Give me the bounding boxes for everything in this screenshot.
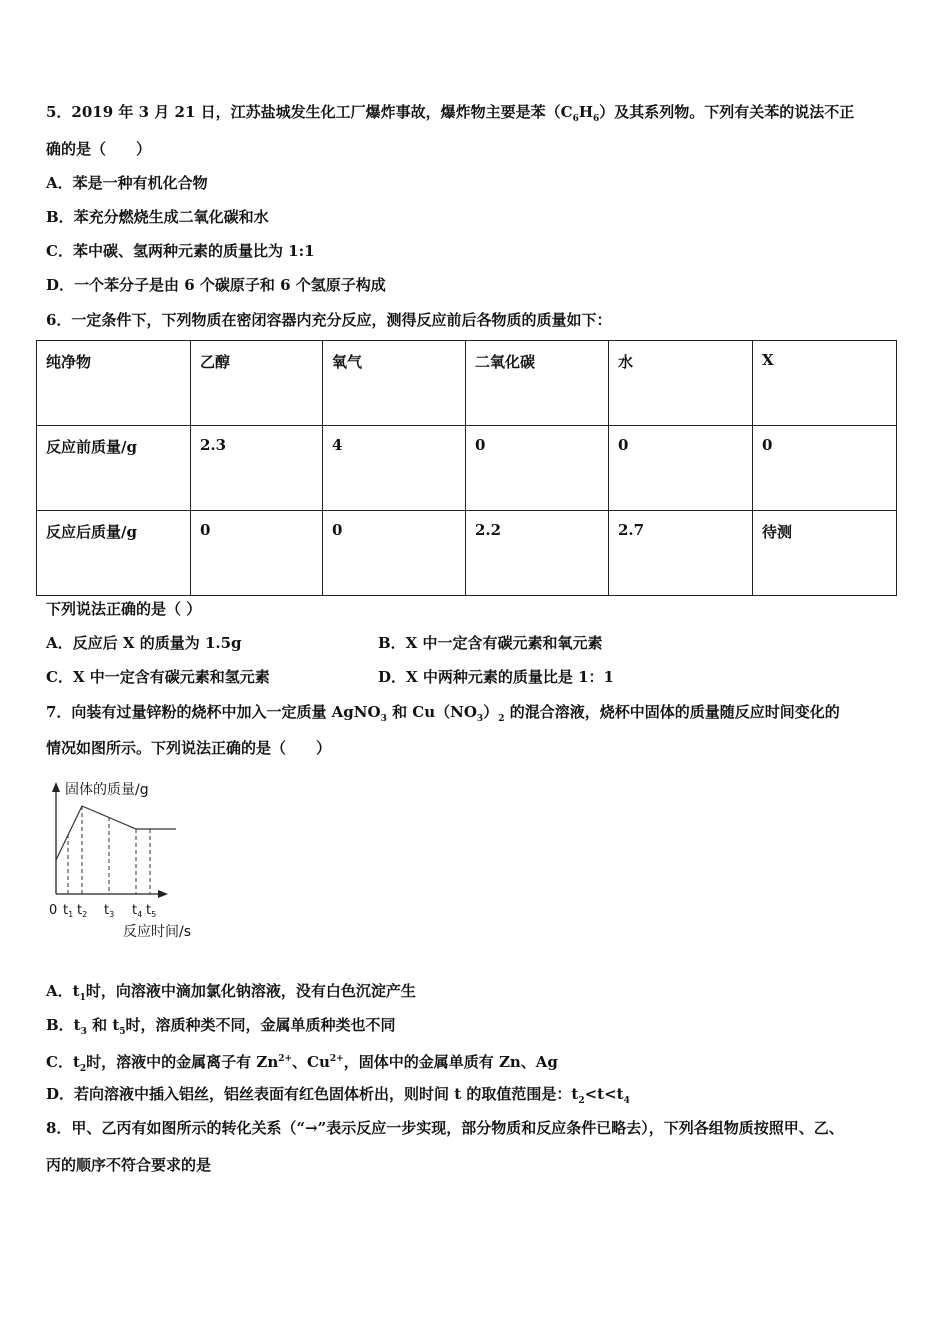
table-cell: 0 [609,426,753,511]
origin-label: 0 [49,903,58,918]
table-cell: 反应后质量/g [37,511,191,596]
q5-stem-line1: 5．2019 年 3 月 21 日，江苏盐城发生化工厂爆炸事故，爆炸物主要是苯$(C_6H_6)$及其系列物。下列有关苯的说法不正 [46,103,855,124]
q7-option-c: C．$t_2$时，溶液中的金属离子有 $Zn^{2+}$、$Cu^{2+}$，固体中的金属单质有 Zn、Ag [46,1053,558,1074]
q8-stem-line1: 8．甲、乙丙有如图所示的转化关系（“→”表示反应一步实现，部分物质和反应条件已略去），下列各组物质按照甲、乙、 [46,1119,844,1137]
table-cell: 待测 [753,511,897,596]
q5-option-b: B．苯充分燃烧生成二氧化碳和水 [46,208,269,226]
table-row [37,511,897,596]
q7-stem-line2: 情况如图所示。下列说法正确的是（ ） [46,739,332,757]
table-cell: 纯净物 [37,341,191,426]
x-axis-arrow-icon [158,890,168,898]
q6-option-d: D．X 中两种元素的质量比是 1：1 [378,668,614,686]
table-cell: 2.2 [466,511,609,596]
q7-option-d: D．若向溶液中插入铝丝，铝丝表面有红色固体析出，则时间 t 的取值范围是：$t_2<t<t_4$ [46,1085,630,1106]
table-cell: 2.7 [609,511,753,596]
table-cell: 水 [609,341,753,426]
tick-label-t1: $t_1$ [63,903,74,919]
q8-stem-line2: 丙的顺序不符合要求的是 [46,1156,212,1174]
mass-curve [56,806,176,860]
tick-label-t4: $t_4$ [132,903,143,919]
q5-option-c: C．苯中碳、氢两种元素的质量比为 1:1 [46,242,315,260]
q6-prompt: 下列说法正确的是（ ） [46,600,202,618]
y-axis-label: 固体的质量/g [65,782,149,798]
table-cell: 0 [753,426,897,511]
table-cell: 反应前质量/g [37,426,191,511]
tick-label-t5: $t_5$ [146,903,157,919]
q7-option-a: A．$t_1$时，向溶液中滴加氯化钠溶液，没有白色沉淀产生 [46,982,416,1003]
table-cell: 0 [466,426,609,511]
tick-label-t2: $t_2$ [77,903,88,919]
q6-option-b: B．X 中一定含有碳元素和氧元素 [378,634,603,652]
table-cell: 0 [323,511,466,596]
q6-option-a: A．反应后 X 的质量为 1.5g [46,634,242,652]
mass-time-graph [40,776,220,946]
q6-option-c: C．X 中一定含有碳元素和氢元素 [46,668,270,686]
table-cell: 2.3 [191,426,323,511]
q6-stem: 6．一定条件下，下列物质在密闭容器内充分反应，测得反应前后各物质的质量如下： [46,311,612,329]
x-axis-label: 反应时间/s [123,924,192,940]
table-cell: X [753,341,897,426]
table-cell: 乙醇 [191,341,323,426]
y-axis-arrow-icon [52,782,60,792]
q7-stem-line1: 7．向装有过量锌粉的烧杯中加入一定质量 AgNO$_3$ 和 $Cu(NO_3)_2$ 的混合溶液，烧杯中固体的质量随反应时间变化的 [46,703,840,724]
table-cell: 氧气 [323,341,466,426]
q7-option-b: B．$t_3$ 和 $t_5$时，溶质种类不同，金属单质种类也不同 [46,1016,396,1037]
q5-stem-line2: 确的是（ ） [46,140,152,158]
q5-option-d: D．一个苯分子是由 6 个碳原子和 6 个氢原子构成 [46,276,386,294]
mass-table [36,340,897,596]
table-cell: 二氧化碳 [466,341,609,426]
table-header-row [37,341,897,426]
q5-option-a: A．苯是一种有机化合物 [46,174,208,192]
tick-label-t3: $t_3$ [104,903,115,919]
table-cell: 0 [191,511,323,596]
table-cell: 4 [323,426,466,511]
table-row [37,426,897,511]
